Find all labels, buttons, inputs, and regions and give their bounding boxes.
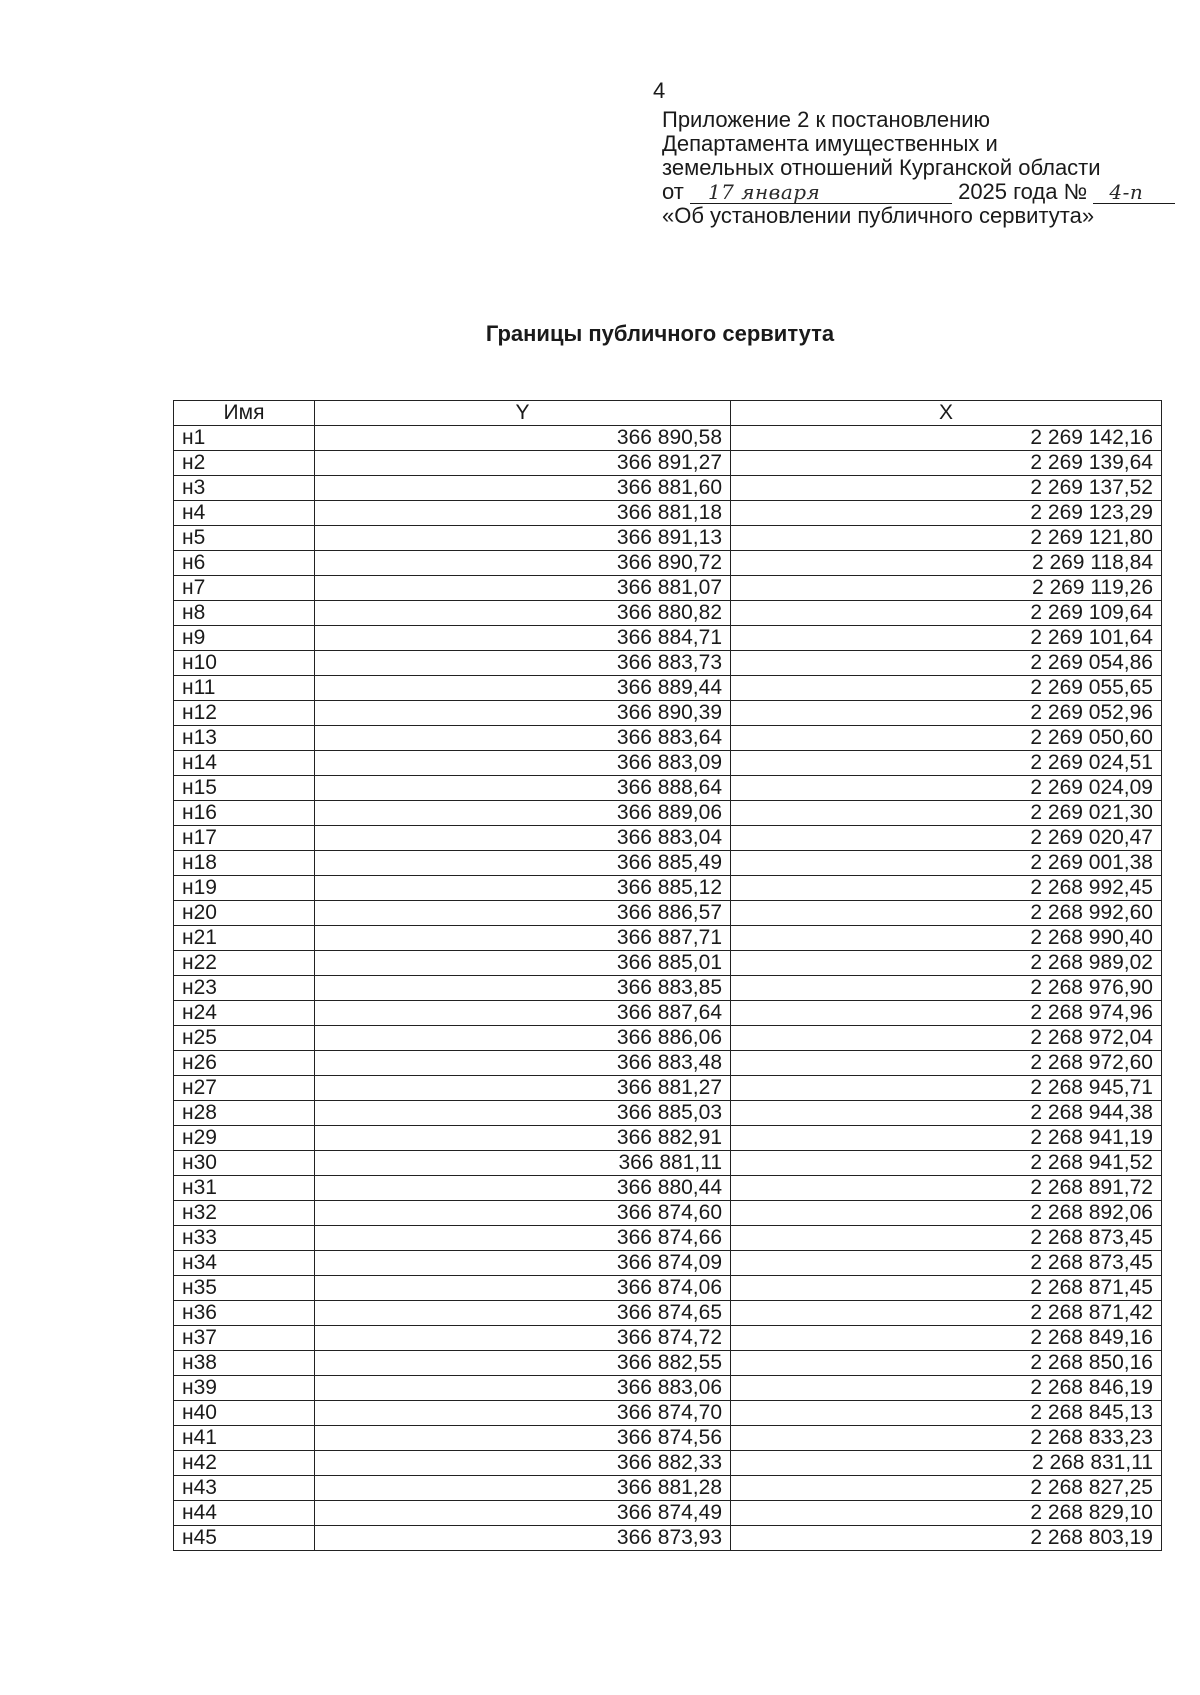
y-coordinate-cell: 366 887,64 [315, 1001, 731, 1026]
point-name-cell: н44 [174, 1501, 315, 1526]
table-row [174, 551, 1162, 576]
point-name-cell: н26 [174, 1051, 315, 1076]
page-number: 4 [653, 78, 666, 103]
point-name-cell: н41 [174, 1426, 315, 1451]
y-coordinate-cell: 366 874,66 [315, 1226, 731, 1251]
table-row [174, 426, 1162, 451]
x-coordinate-cell: 2 268 945,71 [731, 1076, 1162, 1101]
header-line-2: Департамента имущественных и [662, 131, 998, 156]
table-body [174, 426, 1162, 1551]
x-coordinate-cell: 2 268 833,23 [731, 1426, 1162, 1451]
x-coordinate-cell: 2 268 941,52 [731, 1151, 1162, 1176]
table-row [174, 751, 1162, 776]
point-name-cell: н43 [174, 1476, 315, 1501]
date-field [690, 181, 952, 204]
x-coordinate-cell: 2 268 944,38 [731, 1101, 1162, 1126]
point-name-cell: н23 [174, 976, 315, 1001]
y-coordinate-cell: 366 890,72 [315, 551, 731, 576]
x-coordinate-cell: 2 269 024,51 [731, 751, 1162, 776]
y-coordinate-cell: 366 885,01 [315, 951, 731, 976]
x-coordinate-cell: 2 268 976,90 [731, 976, 1162, 1001]
x-coordinate-cell: 2 269 052,96 [731, 701, 1162, 726]
x-coordinate-cell: 2 269 139,64 [731, 451, 1162, 476]
y-coordinate-cell: 366 890,58 [315, 426, 731, 451]
table-row [174, 1151, 1162, 1176]
table-row [174, 1176, 1162, 1201]
y-coordinate-cell: 366 881,60 [315, 476, 731, 501]
point-name-cell: н6 [174, 551, 315, 576]
x-coordinate-cell: 2 268 941,19 [731, 1126, 1162, 1151]
table-row [174, 1401, 1162, 1426]
y-coordinate-cell: 366 884,71 [315, 626, 731, 651]
point-name-cell: н42 [174, 1451, 315, 1476]
table-row [174, 1376, 1162, 1401]
coordinates-table [173, 400, 1162, 1551]
handwritten-date: 17 января [707, 180, 821, 204]
y-coordinate-cell: 366 889,06 [315, 801, 731, 826]
point-name-cell: н27 [174, 1076, 315, 1101]
point-name-cell: н31 [174, 1176, 315, 1201]
y-coordinate-cell: 366 874,65 [315, 1301, 731, 1326]
x-coordinate-cell: 2 268 873,45 [731, 1226, 1162, 1251]
table-row [174, 776, 1162, 801]
table-row [174, 1276, 1162, 1301]
y-coordinate-cell: 366 883,04 [315, 826, 731, 851]
x-coordinate-cell: 2 268 891,72 [731, 1176, 1162, 1201]
point-name-cell: н21 [174, 926, 315, 951]
y-coordinate-cell: 366 889,44 [315, 676, 731, 701]
point-name-cell: н7 [174, 576, 315, 601]
x-coordinate-cell: 2 268 989,02 [731, 951, 1162, 976]
table-row [174, 1526, 1162, 1551]
table-row [174, 876, 1162, 901]
x-coordinate-cell: 2 268 990,40 [731, 926, 1162, 951]
y-coordinate-cell: 366 881,18 [315, 501, 731, 526]
point-name-cell: н18 [174, 851, 315, 876]
table-row [174, 726, 1162, 751]
table-row [174, 1076, 1162, 1101]
point-name-cell: н32 [174, 1201, 315, 1226]
y-coordinate-cell: 366 874,09 [315, 1251, 731, 1276]
point-name-cell: н36 [174, 1301, 315, 1326]
x-coordinate-cell: 2 268 871,45 [731, 1276, 1162, 1301]
y-coordinate-cell: 366 890,39 [315, 701, 731, 726]
table-row [174, 926, 1162, 951]
appendix-header [662, 108, 1182, 228]
point-name-cell: н5 [174, 526, 315, 551]
table-row [174, 451, 1162, 476]
table-row [174, 1451, 1162, 1476]
point-name-cell: н28 [174, 1101, 315, 1126]
y-coordinate-cell: 366 881,28 [315, 1476, 731, 1501]
table-row [174, 651, 1162, 676]
number-field [1093, 181, 1175, 204]
table-row [174, 1351, 1162, 1376]
header-date-line [662, 180, 1182, 204]
y-coordinate-cell: 366 883,85 [315, 976, 731, 1001]
y-coordinate-cell: 366 874,72 [315, 1326, 731, 1351]
y-coordinate-cell: 366 886,57 [315, 901, 731, 926]
point-name-cell: н30 [174, 1151, 315, 1176]
y-coordinate-cell: 366 882,33 [315, 1451, 731, 1476]
table-row [174, 976, 1162, 1001]
y-coordinate-cell: 366 891,27 [315, 451, 731, 476]
header-line-3: земельных отношений Курганской области [662, 155, 1101, 180]
y-coordinate-cell: 366 881,07 [315, 576, 731, 601]
y-coordinate-cell: 366 887,71 [315, 926, 731, 951]
point-name-cell: н4 [174, 501, 315, 526]
x-coordinate-cell: 2 268 992,45 [731, 876, 1162, 901]
y-coordinate-cell: 366 885,49 [315, 851, 731, 876]
x-coordinate-cell: 2 268 803,19 [731, 1526, 1162, 1551]
table-row [174, 951, 1162, 976]
table-row [174, 676, 1162, 701]
x-coordinate-cell: 2 269 055,65 [731, 676, 1162, 701]
table-row [174, 1426, 1162, 1451]
point-name-cell: н24 [174, 1001, 315, 1026]
x-coordinate-cell: 2 268 892,06 [731, 1201, 1162, 1226]
column-header-x: X [731, 401, 1162, 426]
y-coordinate-cell: 366 882,55 [315, 1351, 731, 1376]
x-coordinate-cell: 2 269 021,30 [731, 801, 1162, 826]
x-coordinate-cell: 2 268 846,19 [731, 1376, 1162, 1401]
table-row [174, 826, 1162, 851]
handwritten-number: 4-п [1109, 180, 1144, 204]
point-name-cell: н34 [174, 1251, 315, 1276]
table-row [174, 1476, 1162, 1501]
point-name-cell: н17 [174, 826, 315, 851]
table-row [174, 1226, 1162, 1251]
column-header-name: Имя [174, 401, 315, 426]
point-name-cell: н40 [174, 1401, 315, 1426]
x-coordinate-cell: 2 269 020,47 [731, 826, 1162, 851]
x-coordinate-cell: 2 268 845,13 [731, 1401, 1162, 1426]
table-row [174, 1051, 1162, 1076]
x-coordinate-cell: 2 269 118,84 [731, 551, 1162, 576]
table-row [174, 601, 1162, 626]
x-coordinate-cell: 2 268 849,16 [731, 1326, 1162, 1351]
point-name-cell: н39 [174, 1376, 315, 1401]
point-name-cell: н29 [174, 1126, 315, 1151]
y-coordinate-cell: 366 873,93 [315, 1526, 731, 1551]
x-coordinate-cell: 2 268 972,60 [731, 1051, 1162, 1076]
y-coordinate-cell: 366 880,44 [315, 1176, 731, 1201]
x-coordinate-cell: 2 269 101,64 [731, 626, 1162, 651]
x-coordinate-cell: 2 269 024,09 [731, 776, 1162, 801]
x-coordinate-cell: 2 269 121,80 [731, 526, 1162, 551]
point-name-cell: н45 [174, 1526, 315, 1551]
y-coordinate-cell: 366 874,06 [315, 1276, 731, 1301]
point-name-cell: н35 [174, 1276, 315, 1301]
point-name-cell: н8 [174, 601, 315, 626]
y-coordinate-cell: 366 886,06 [315, 1026, 731, 1051]
x-coordinate-cell: 2 268 827,25 [731, 1476, 1162, 1501]
y-coordinate-cell: 366 874,56 [315, 1426, 731, 1451]
table-row [174, 526, 1162, 551]
table-row [174, 576, 1162, 601]
x-coordinate-cell: 2 269 050,60 [731, 726, 1162, 751]
table-row [174, 1326, 1162, 1351]
x-coordinate-cell: 2 268 972,04 [731, 1026, 1162, 1051]
table-row [174, 1501, 1162, 1526]
point-name-cell: н9 [174, 626, 315, 651]
table-row [174, 476, 1162, 501]
y-coordinate-cell: 366 874,60 [315, 1201, 731, 1226]
y-coordinate-cell: 366 882,91 [315, 1126, 731, 1151]
table-row [174, 1301, 1162, 1326]
y-coordinate-cell: 366 885,12 [315, 876, 731, 901]
x-coordinate-cell: 2 269 137,52 [731, 476, 1162, 501]
point-name-cell: н2 [174, 451, 315, 476]
table-row [174, 1001, 1162, 1026]
point-name-cell: н11 [174, 676, 315, 701]
date-prefix: от [662, 179, 684, 204]
y-coordinate-cell: 366 874,70 [315, 1401, 731, 1426]
point-name-cell: н13 [174, 726, 315, 751]
point-name-cell: н19 [174, 876, 315, 901]
x-coordinate-cell: 2 268 829,10 [731, 1501, 1162, 1526]
point-name-cell: н38 [174, 1351, 315, 1376]
x-coordinate-cell: 2 268 873,45 [731, 1251, 1162, 1276]
x-coordinate-cell: 2 268 831,11 [731, 1451, 1162, 1476]
point-name-cell: н3 [174, 476, 315, 501]
y-coordinate-cell: 366 881,11 [315, 1151, 731, 1176]
y-coordinate-cell: 366 880,82 [315, 601, 731, 626]
y-coordinate-cell: 366 883,48 [315, 1051, 731, 1076]
x-coordinate-cell: 2 269 001,38 [731, 851, 1162, 876]
year-text: 2025 года № [958, 179, 1088, 204]
table-row [174, 1201, 1162, 1226]
point-name-cell: н12 [174, 701, 315, 726]
y-coordinate-cell: 366 883,09 [315, 751, 731, 776]
point-name-cell: н10 [174, 651, 315, 676]
coordinates-table-wrapper [173, 400, 1161, 1551]
table-row [174, 851, 1162, 876]
point-name-cell: н20 [174, 901, 315, 926]
header-subject: «Об установлении публичного сервитута» [662, 203, 1095, 228]
table-row [174, 701, 1162, 726]
table-row [174, 1251, 1162, 1276]
y-coordinate-cell: 366 888,64 [315, 776, 731, 801]
point-name-cell: н22 [174, 951, 315, 976]
table-row [174, 1126, 1162, 1151]
table-header-row [174, 401, 1162, 426]
point-name-cell: н33 [174, 1226, 315, 1251]
x-coordinate-cell: 2 269 119,26 [731, 576, 1162, 601]
point-name-cell: н25 [174, 1026, 315, 1051]
point-name-cell: н37 [174, 1326, 315, 1351]
y-coordinate-cell: 366 883,06 [315, 1376, 731, 1401]
header-line-1: Приложение 2 к постановлению [662, 107, 991, 132]
x-coordinate-cell: 2 269 054,86 [731, 651, 1162, 676]
y-coordinate-cell: 366 891,13 [315, 526, 731, 551]
table-row [174, 626, 1162, 651]
table-row [174, 501, 1162, 526]
y-coordinate-cell: 366 881,27 [315, 1076, 731, 1101]
table-row [174, 1026, 1162, 1051]
table-row [174, 1101, 1162, 1126]
table-row [174, 801, 1162, 826]
column-header-y: Y [315, 401, 731, 426]
document-title: Границы публичного сервитута [485, 321, 835, 346]
x-coordinate-cell: 2 269 109,64 [731, 601, 1162, 626]
point-name-cell: н15 [174, 776, 315, 801]
x-coordinate-cell: 2 268 992,60 [731, 901, 1162, 926]
y-coordinate-cell: 366 883,64 [315, 726, 731, 751]
y-coordinate-cell: 366 885,03 [315, 1101, 731, 1126]
x-coordinate-cell: 2 268 974,96 [731, 1001, 1162, 1026]
point-name-cell: н16 [174, 801, 315, 826]
table-row [174, 901, 1162, 926]
x-coordinate-cell: 2 268 850,16 [731, 1351, 1162, 1376]
x-coordinate-cell: 2 268 871,42 [731, 1301, 1162, 1326]
point-name-cell: н1 [174, 426, 315, 451]
point-name-cell: н14 [174, 751, 315, 776]
x-coordinate-cell: 2 269 142,16 [731, 426, 1162, 451]
y-coordinate-cell: 366 883,73 [315, 651, 731, 676]
x-coordinate-cell: 2 269 123,29 [731, 501, 1162, 526]
y-coordinate-cell: 366 874,49 [315, 1501, 731, 1526]
